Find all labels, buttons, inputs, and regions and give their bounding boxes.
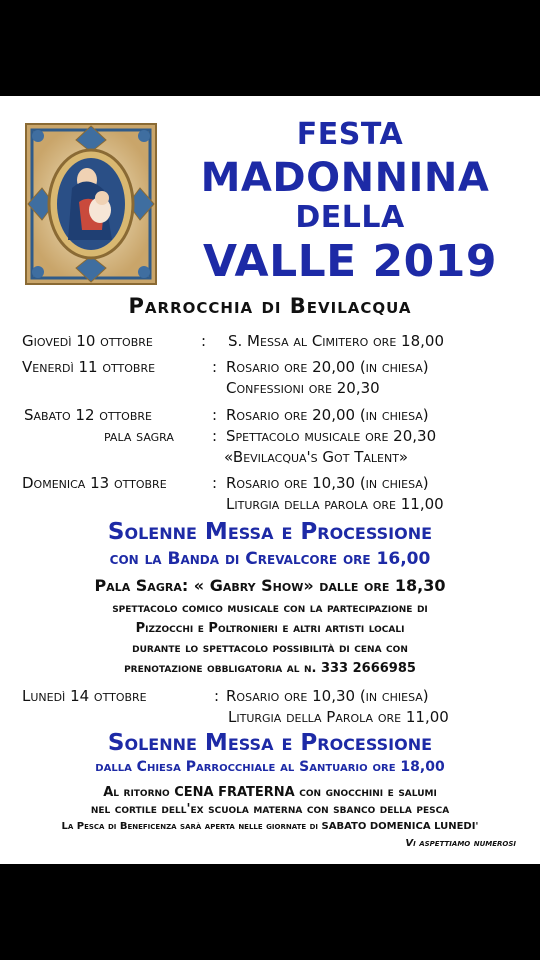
schedule-event: Rosario ore 10,30 (in chiesa): [226, 687, 429, 705]
schedule-separator: :: [214, 687, 220, 705]
title-line-3: DELLA: [295, 200, 405, 235]
procession-subtitle: dalla Chiesa Parrocchiale al Santuario ore 18,00: [95, 759, 445, 775]
title-line-2: MADONNINA: [200, 155, 490, 201]
schedule-day: Lunedì 14 ottobre: [22, 687, 147, 705]
schedule-event: «Bevilacqua's Got Talent»: [224, 448, 409, 466]
event-poster: [0, 96, 540, 864]
schedule-event: Rosario ore 20,00 (in chiesa): [226, 358, 429, 376]
closing-note: La Pesca di Beneficenza sarà aperta nelle giornate di SABATO DOMENICA LUNEDI': [61, 821, 479, 832]
title-line-1: FESTA: [296, 117, 404, 152]
show-line: spettacolo comico musicale con la partecipazione di: [112, 601, 428, 616]
procession-title: Solenne Messa e Processione: [107, 519, 433, 545]
schedule-event: Spettacolo musicale ore 20,30: [226, 427, 437, 445]
schedule-separator: :: [201, 332, 207, 350]
show-line: prenotazione obbligatoria al n. 333 2666985: [124, 661, 416, 676]
schedule-event: S. Messa al Cimitero ore 18,00: [228, 332, 444, 350]
signoff: Vi aspettiamo numerosi: [405, 838, 516, 849]
schedule-day: Domenica 13 ottobre: [22, 474, 167, 492]
parish-name: Parrocchia di Bevilacqua: [128, 294, 412, 318]
schedule-day: Sabato 12 ottobre: [24, 406, 152, 424]
show-headline: Pala Sagra: « Gabry Show» dalle ore 18,30: [94, 576, 446, 595]
closing-line: nel cortile dell'ex scuola materna con sbanco della pesca: [90, 802, 450, 817]
schedule-separator: :: [212, 358, 218, 376]
closing-line: Al ritorno CENA FRATERNA con gnocchini e salumi: [103, 785, 437, 800]
schedule-day: pala sagra: [104, 427, 174, 445]
schedule-event: Confessioni ore 20,30: [226, 379, 380, 397]
show-line: durante lo spettacolo possibilità di cena con: [132, 641, 408, 656]
schedule-day: Venerdì 11 ottobre: [22, 358, 156, 376]
procession-subtitle: con la Banda di Crevalcore ore 16,00: [109, 549, 431, 569]
madonna-and-child-icon: [24, 122, 158, 286]
schedule-event: Liturgia della Parola ore 11,00: [228, 708, 449, 726]
schedule-event: Rosario ore 10,30 (in chiesa): [226, 474, 429, 492]
schedule-separator: :: [212, 427, 218, 445]
schedule-event: Rosario ore 20,00 (in chiesa): [226, 406, 429, 424]
schedule-day: Giovedì 10 ottobre: [22, 332, 153, 350]
schedule-separator: :: [212, 406, 218, 424]
title-line-4: VALLE 2019: [202, 236, 498, 287]
schedule-event: Liturgia della parola ore 11,00: [226, 495, 444, 513]
show-line: Pizzocchi e Poltronieri e altri artisti locali: [135, 621, 405, 636]
schedule-separator: :: [212, 474, 218, 492]
procession-title: Solenne Messa e Processione: [107, 730, 433, 756]
